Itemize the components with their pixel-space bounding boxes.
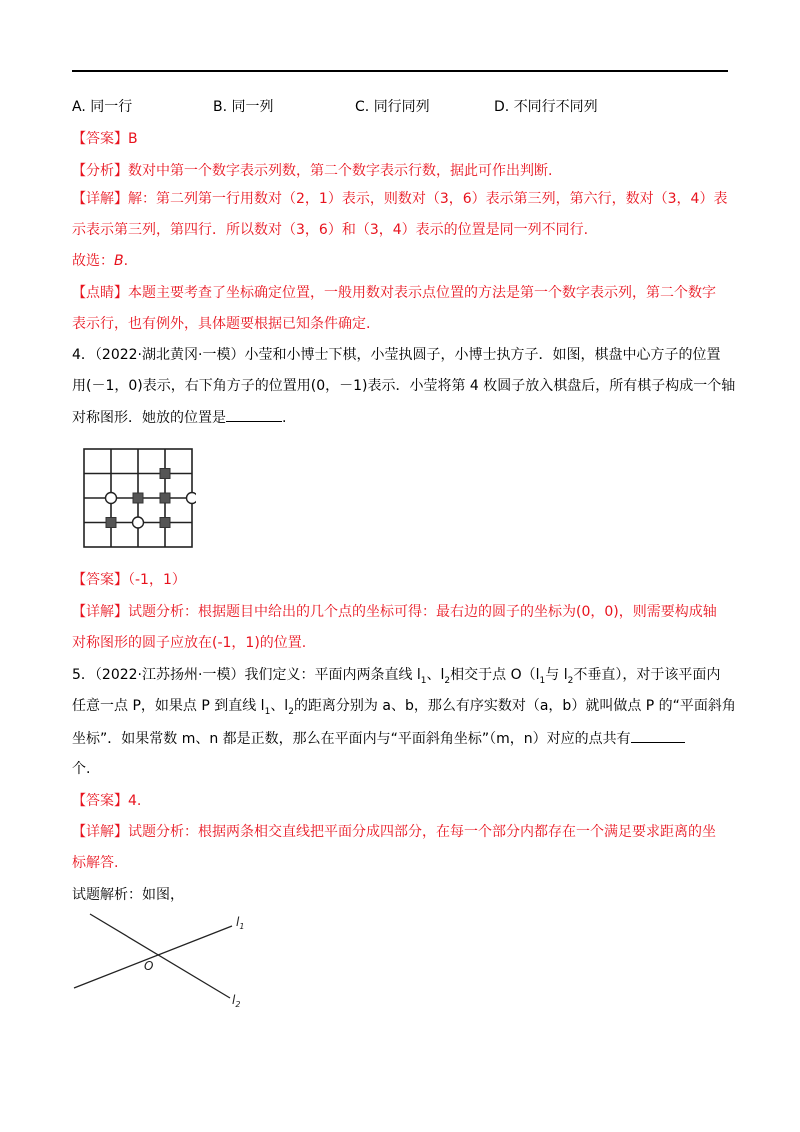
q3-comment-line-2: 表示行，也有例外，具体题要根据已知条件确定.	[72, 316, 371, 332]
q5-detail-line-2: 标解答.	[72, 855, 119, 871]
q4-answer: 【答案】（-1，1）	[72, 572, 186, 588]
q3-detail-line-2: 示表示第三列，第四行．所以数对（3，6）和（3，4）表示的位置是同一列不同行.	[72, 222, 589, 238]
square-piece	[133, 493, 143, 503]
option-c: C. 同行同列	[355, 99, 430, 115]
q5-stem-line-2: 任意一点 P，如果点 P 到直线 $l_1$、$l_2$的距离分别为 a、b，那么有序实数对（a，b）就叫做点 P 的“平面斜角	[72, 698, 736, 717]
option-b: B. 同一列	[213, 99, 274, 115]
round-piece	[106, 493, 117, 504]
round-piece	[187, 493, 197, 504]
round-piece	[133, 517, 144, 528]
square-piece	[160, 518, 170, 528]
q5-stem-line-4: 个.	[72, 761, 91, 777]
q4-detail-line-1: 【详解】试题分析：根据题目中给出的几个点的坐标可得：最右边的圆子的坐标为(0，0)，则需要构成轴	[72, 604, 717, 620]
chessboard-figure	[82, 447, 196, 551]
answer-blank	[226, 407, 282, 422]
header-rule	[72, 70, 728, 72]
q4-detail-line-2: 对称图形的圆子应放在(-1，1)的位置.	[72, 635, 307, 651]
q5-solution: 试题解析：如图，	[72, 887, 184, 903]
q5-detail-line-1: 【详解】试题分析：根据两条相交直线把平面分成四部分，在每一个部分内都存在一个满足要求距离的坐	[72, 824, 716, 840]
q5-stem-line-1: 5．（2022·江苏扬州·一模）我们定义：平面内两条直线 $l_1$、$l_2$相交于点 $O(l_1$与 $l_2$不垂直），对于该平面内	[72, 667, 721, 686]
q3-analysis: 【分析】数对中第一个数字表示列数，第二个数字表示行数，据此可作出判断.	[72, 163, 553, 179]
option-a: A. 同一行	[72, 99, 133, 115]
q3-detail-line-1: 【详解】解：第二列第一行用数对（2，1）表示，则数对（3，6）表示第三列，第六行，数对（3，4）表	[72, 191, 728, 207]
square-piece	[160, 469, 170, 479]
q3-comment-line-1: 【点睛】本题主要考查了坐标确定位置，一般用数对表示点位置的方法是第一个数字表示列，第二个数字	[72, 285, 716, 301]
q4-stem-line-3: 对称图形．她放的位置是 .	[72, 407, 728, 428]
q3-choice: 故选：B.	[72, 253, 129, 269]
q5-stem-line-3: 坐标”．如果常数 m、n 都是正数，那么在平面内与“平面斜角坐标”（m，n）对应的点共有	[72, 728, 728, 749]
q3-answer: 【答案】B	[72, 131, 138, 147]
line-l2	[90, 914, 230, 998]
q4-stem-line-2: 用(－1，0)表示，右下角方子的位置用(0，－1)表示．小莹将第 4 枚圆子放入棋盘后，所有棋子构成一个轴	[72, 378, 736, 394]
square-piece	[160, 493, 170, 503]
option-d: D. 不同行不同列	[494, 99, 598, 115]
answer-blank	[631, 728, 685, 743]
q5-answer: 【答案】4.	[72, 793, 142, 809]
label-l2: $l_2$	[232, 993, 241, 1009]
q4-stem-line-1: 4．（2022·湖北黄冈·一模）小莹和小博士下棋，小莹执圆子，小博士执方子．如图，棋盘中心方子的位置	[72, 347, 721, 363]
label-l1: $l_1$	[236, 915, 245, 931]
square-piece	[106, 518, 116, 528]
intersecting-lines-figure	[70, 908, 260, 1018]
line-l1	[74, 926, 232, 988]
label-origin: O	[144, 959, 154, 973]
